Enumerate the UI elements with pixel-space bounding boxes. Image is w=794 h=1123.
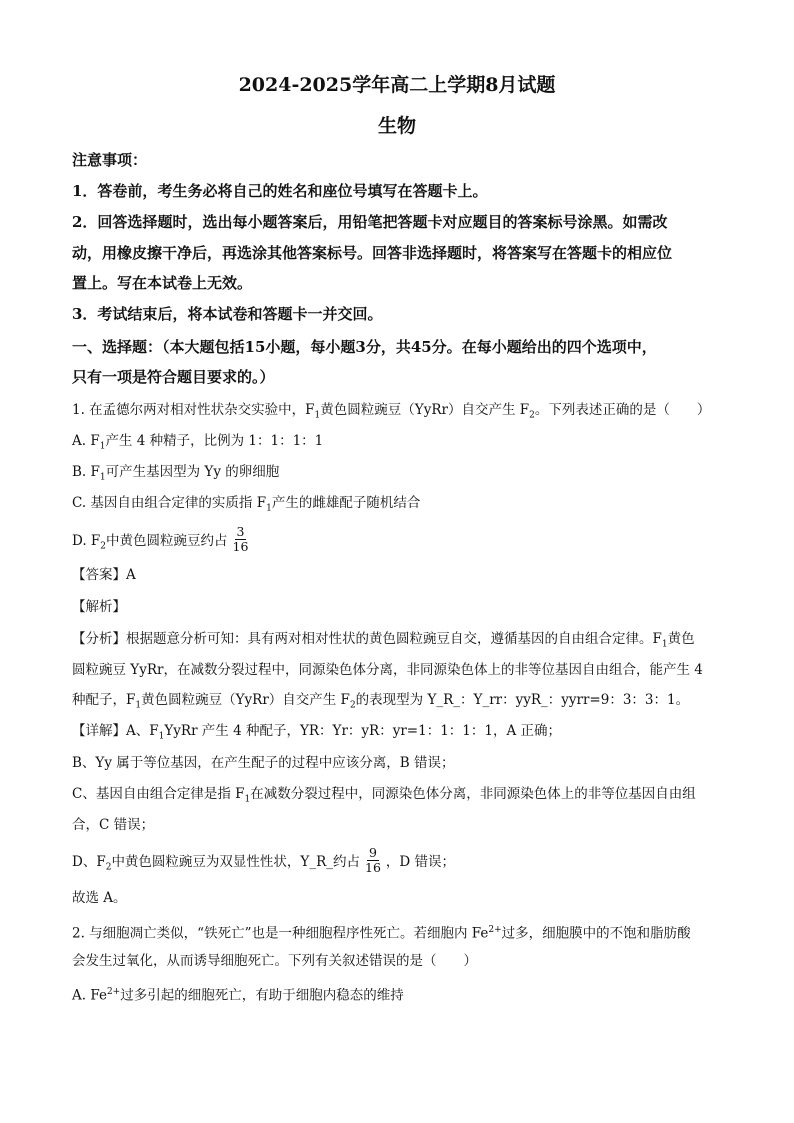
fraction: $\frac{9}{16}$ bbox=[365, 845, 381, 875]
q1-xiangjie-line-4: 合，C 错误； bbox=[72, 817, 155, 833]
q1-fenxi-line-3: 种配子，$F_1$黄色圆粒豌豆（YyRr）自交产生 $F_2$的表现型为 Y_R_：Y_rr：yyR_：yyrr=9：3：3：1。 bbox=[72, 692, 690, 711]
q1-option-b: B. $F_1$可产生基因型为 Yy 的卵细胞 bbox=[72, 464, 280, 483]
notice-item-3: 3．考试结束后，将本试卷和答题卡一并交回。 bbox=[72, 305, 383, 323]
q1-fenxi-line-2: 圆粒豌豆 YyRr，在减数分裂过程中，同源染色体分离，非同源染色体上的非等位基因自由组合，能产生 4 bbox=[72, 662, 703, 678]
exam-title: 2024-2025学年高二上学期8月试题 bbox=[238, 74, 556, 96]
q2-stem-line-1: 2. 与细胞凋亡类似，“铁死亡”也是一种细胞程序性死亡。若细胞内 $Fe^{2+}$过多，细胞膜中的不饱和脂肪酸 bbox=[72, 925, 691, 942]
q1-option-d: D. $F_2$中黄色圆粒豌豆约占 $\frac{3}{16}$ bbox=[72, 524, 249, 554]
section-heading-line-2: 只有一项是符合题目要求的。） bbox=[72, 368, 275, 386]
q1-answer: 【答案】A bbox=[72, 567, 136, 583]
q1-option-a: A. $F_1$产生 4 种精子，比例为 1：1：1：1 bbox=[72, 433, 324, 452]
q1-fenxi-line-1: 【分析】根据题意分析可知：具有两对相对性状的黄色圆粒豌豆自交，遵循基因的自由组合定律。$F_1$黄色 bbox=[72, 631, 695, 650]
q2-stem-line-2: 会发生过氧化，从而诱导细胞死亡。下列有关叙述错误的是（ ） bbox=[72, 953, 477, 969]
q1-analysis-tag: 【解析】 bbox=[72, 599, 126, 615]
q1-xiangjie-line-2: B、Yy 属于等位基因，在产生配子的过程中应该分离，B 错误； bbox=[72, 755, 455, 771]
section-heading-line-1: 一、选择题：（本大题包括15小题，每小题3分，共45分。在每小题给出的四个选项中， bbox=[72, 338, 657, 356]
notice-heading: 注意事项： bbox=[72, 151, 148, 169]
subject-title: 生物 bbox=[377, 115, 416, 137]
fraction: $\frac{3}{16}$ bbox=[232, 524, 249, 554]
notice-item-2-line-1: 2．回答选择题时，选出每小题答案后，用铅笔把答题卡对应题目的答案标号涂黑。如需改 bbox=[72, 213, 668, 231]
q1-xiangjie-line-5: D、$F_2$中黄色圆粒豌豆为双显性性状，Y_R_约占 $\frac{9}{16}$ ，D 错误； bbox=[72, 845, 456, 875]
notice-item-2-line-3: 置上。写在本试卷上无效。 bbox=[72, 274, 253, 292]
q1-stem: 1. 在孟德尔两对相对性状杂交实验中，$F_1$黄色圆粒豌豆（YyRr）自交产生 $F_2$。下列表述正确的是（ ） bbox=[72, 402, 711, 421]
notice-item-2-line-2: 动，用橡皮擦干净后，再选涂其他答案标号。回答非选择题时，将答案写在答题卡的相应位 bbox=[72, 244, 673, 262]
q1-xiangjie-line-1: 【详解】A、$F_1YyRr$ 产生 4 种配子，YR：Yr：yR：yr=1：1：1：1，A 正确； bbox=[72, 723, 562, 742]
q1-conclusion: 故选 A。 bbox=[72, 890, 127, 906]
q2-option-a: A. $Fe^{2+}$过多引起的细胞死亡，有助于细胞内稳态的维持 bbox=[72, 987, 404, 1004]
notice-item-1: 1．答卷前，考生务必将自己的姓名和座位号填写在答题卡上。 bbox=[72, 182, 488, 200]
q1-option-c: C. 基因自由组合定律的实质指 $F_1$产生的雌雄配子随机结合 bbox=[72, 495, 421, 514]
q1-xiangjie-line-3: C、基因自由组合定律是指 $F_1$在减数分裂过程中，同源染色体分离，非同源染色体上的非等位基因自由组 bbox=[72, 786, 696, 805]
